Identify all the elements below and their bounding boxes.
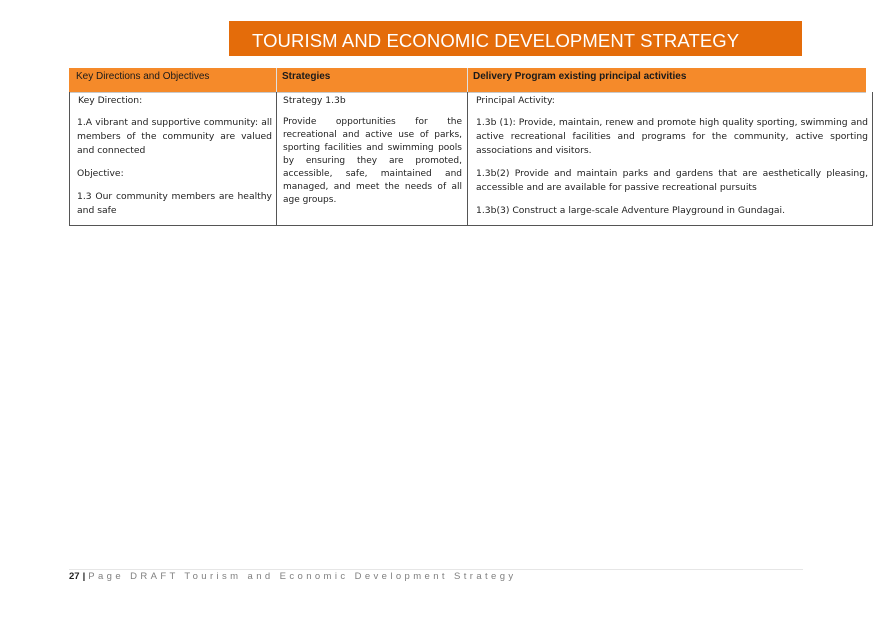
activity-item: 1.3b (1): Provide, maintain, renew and promote high quality sporting, swimming and active recreational facilities and programs for the community, active sporting associations and visitors. — [476, 117, 868, 156]
header-delivery-program: Delivery Program existing principal activities — [473, 71, 687, 82]
header-strategies: Strategies — [282, 71, 331, 82]
document-title-banner: TOURISM AND ECONOMIC DEVELOPMENT STRATEGY — [229, 21, 802, 56]
page-footer — [69, 569, 803, 582]
principal-activities-cell — [468, 92, 873, 226]
strategy-label: Strategy 1.3b — [283, 95, 346, 106]
objective-label: Objective: — [77, 168, 124, 179]
key-directions-cell — [70, 92, 277, 226]
page-number: 27 — [69, 571, 80, 582]
key-direction-label: Key Direction: — [78, 95, 143, 106]
objective-text: 1.3 Our community members are healthy and safe — [77, 191, 272, 216]
principal-activity-label: Principal Activity: — [476, 95, 555, 106]
footer-separator: | — [82, 571, 86, 582]
header-key-directions: Key Directions and Objectives — [76, 71, 210, 82]
strategy-table — [69, 92, 873, 226]
footer-text: Page DRAFT Tourism and Economic Development Strategy — [88, 571, 517, 582]
header-divider — [467, 68, 468, 92]
strategy-text: Provide opportunities for the recreational and active use of parks, sporting facilities and swimming pools by ensuring they are promoted, accessible, safe, maintained and managed, and meet the needs of all age groups. — [283, 117, 462, 205]
table-header-row — [69, 68, 866, 93]
key-direction-text: 1.A vibrant and supportive community: all members of the community are valued and connected — [77, 117, 272, 156]
activity-item: 1.3b(3) Construct a large-scale Adventure Playground in Gundagai. — [476, 205, 786, 216]
header-divider — [276, 68, 277, 92]
strategies-cell — [277, 92, 468, 226]
activity-item: 1.3b(2) Provide and maintain parks and gardens that are aesthetically pleasing, accessible and are available for passive recreational pursuits — [476, 168, 868, 193]
